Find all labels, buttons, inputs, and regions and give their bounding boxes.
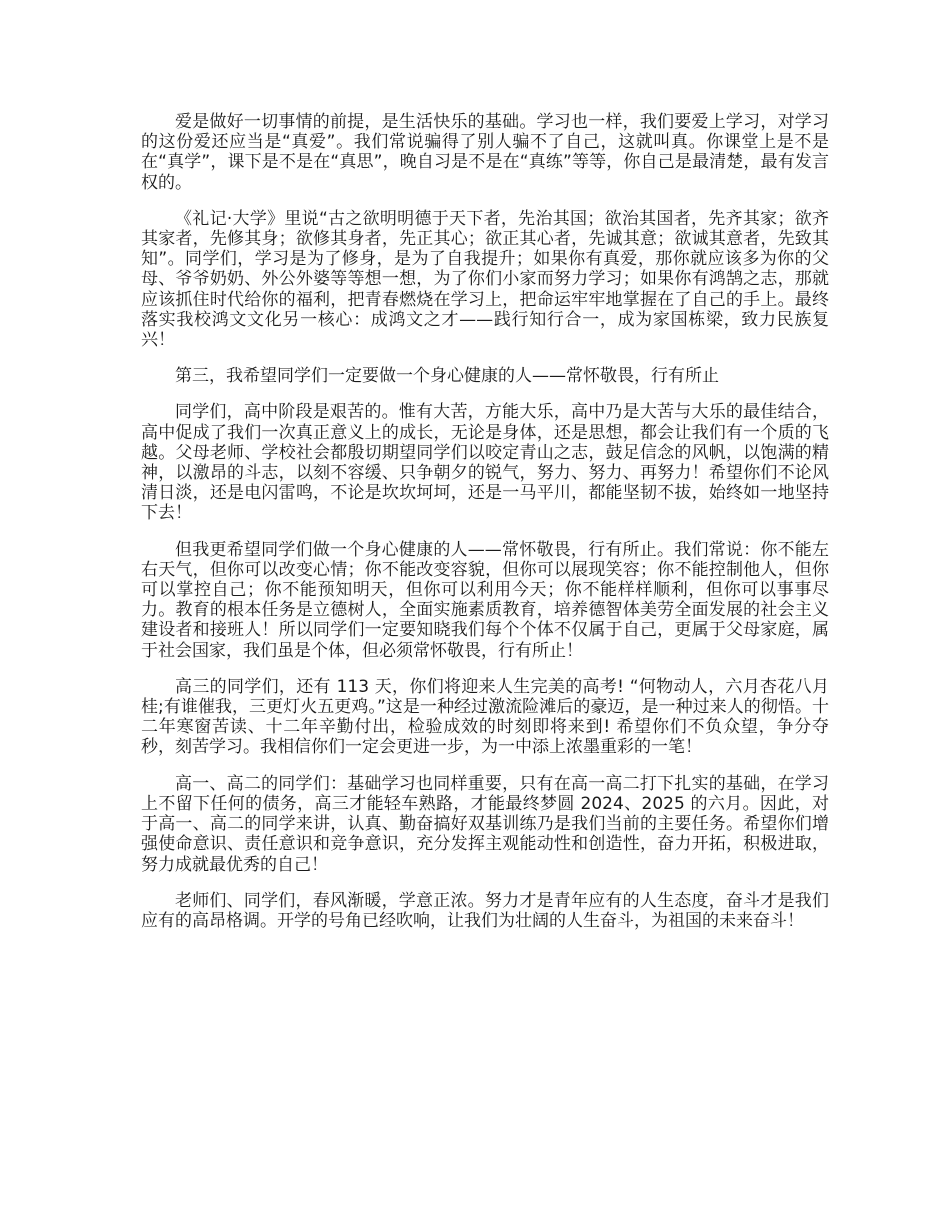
section-heading-3: 第三，我希望同学们一定要做一个身心健康的人——常怀敬畏，行有所止 — [175, 366, 719, 387]
paragraph-7: 高一、高二的同学们：基础学习也同样重要，只有在高一高二打下扎实的基础，在学习上不留下任何的债务，高三才能轻车熟路，才能最终梦圆 2024、2025 的六月。因此，对于高一、高二的同学来讲，认真、勤奋搞好双基训练乃是我们当前的主要任务。希望你们增强使命意识、责任意识和竞争意识，充分发挥主观能动性和创造性，奋力开拓，积极进取，努力成就最优秀的自己！ — [141, 773, 829, 875]
paragraph-2: 《礼记·大学》里说“古之欲明明德于天下者，先治其国；欲治其国者，先齐其家；欲齐其家者，先修其身；欲修其身者，先正其心；欲正其心者，先诚其意；欲诚其意者，先致其知”。同学们，学习是为了修身，是为了自我提升；如果你有真爱，那你就应该多为你的父母、爷爷奶奶、外公外婆等等想一想，为了你们小家而努力学习；如果你有鸿鹄之志，那就应该抓住时代给你的福利，把青春燃烧在学习上，把命运牢牢地掌握在了自己的手上。最终落实我校鸿文文化另一核心：成鸿文之才——践行知行合一，成为家国栋梁，致力民族复兴！ — [141, 208, 829, 351]
paragraph-8: 老师们、同学们，春风渐暖，学意正浓。努力才是青年应有的人生态度，奋斗才是我们应有的高昂格调。开学的号角已经吹响，让我们为壮阔的人生奋斗，为祖国的未来奋斗！ — [141, 890, 829, 931]
paragraph-6: 高三的同学们，还有 113 天，你们将迎来人生完美的高考! “何物动人，六月杏花八月桂;有谁催我，三更灯火五更鸡。”这是一种经过激流险滩后的豪迈，是一种过来人的彻悟。十二年寒窗苦读、十二年辛勤付出，检验成效的时刻即将来到! 希望你们不负众望，争分夺秒，刻苦学习。我相信你们一定会更进一步，为一中添上浓墨重彩的一笔！ — [141, 676, 829, 758]
paragraph-4: 同学们，高中阶段是艰苦的。惟有大苦，方能大乐，高中乃是大苦与大乐的最佳结合，高中促成了我们一次真正意义上的成长，无论是身体，还是思想，都会让我们有一个质的飞越。父母老师、学校社会都殷切期望同学们以咬定青山之志，鼓足信念的风帆，以饱满的精神，以激昂的斗志，以刻不容缓、只争朝夕的锐气，努力、努力、再努力！希望你们不论风清日淡，还是电闪雷鸣，不论是坎坎坷坷，还是一马平川，都能坚韧不拔，始终如一地坚持下去！ — [141, 402, 829, 524]
paragraph-5: 但我更希望同学们做一个身心健康的人——常怀敬畏，行有所止。我们常说：你不能左右天气，但你可以改变心情；你不能改变容貌，但你可以展现笑容；你不能控制他人，但你可以掌控自己；你不能预知明天，但你可以利用今天；你不能样样顺利，但你可以事事尽力。教育的根本任务是立德树人，全面实施素质教育，培养德智体美劳全面发展的社会主义建设者和接班人！所以同学们一定要知晓我们每个个体不仅属于自己，更属于父母家庭，属于社会国家，我们虽是个体，但必须常怀敬畏，行有所止！ — [141, 539, 829, 661]
paragraph-1: 爱是做好一切事情的前提，是生活快乐的基础。学习也一样，我们要爱上学习，对学习的这份爱还应当是“真爱”。我们常说骗得了别人骗不了自己，这就叫真。你课堂上是不是在“真学”，课下是不是在“真思”，晚自习是不是在“真练”等等，你自己是最清楚，最有发言权的。 — [141, 112, 829, 193]
document-page — [141, 112, 829, 947]
